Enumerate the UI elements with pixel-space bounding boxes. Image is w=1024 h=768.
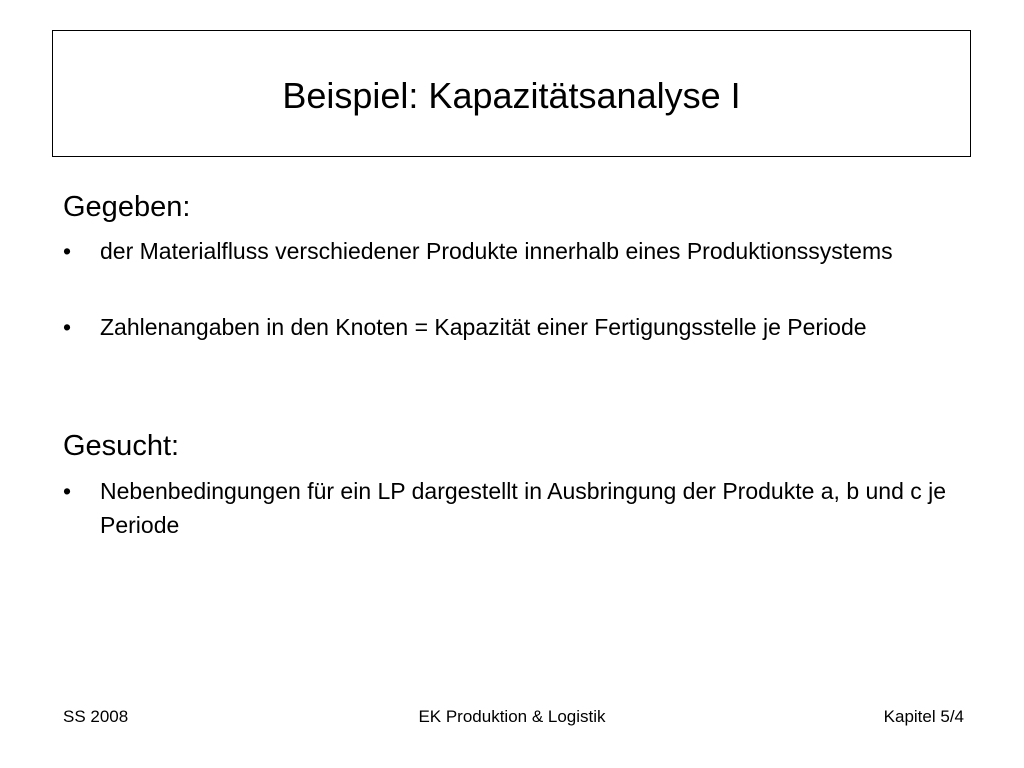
section-heading-gegeben: Gegeben:	[63, 191, 191, 223]
bullet-symbol: •	[63, 238, 72, 264]
bullet-text: Zahlenangaben in den Knoten = Kapazität einer Fertigungsstelle je Periode	[100, 314, 867, 340]
footer-course: EK Produktion & Logistik	[418, 707, 606, 726]
bullet-text: Nebenbedingungen für ein LP dargestellt in Ausbringung der Produkte a, b und c je Periode	[100, 478, 947, 538]
footer-chapter: Kapitel 5/4	[883, 707, 964, 726]
bullet-text: der Materialfluss verschiedener Produkte innerhalb eines Produktionssystems	[100, 238, 893, 264]
title-box	[52, 30, 971, 157]
section-heading-gesucht: Gesucht:	[63, 430, 180, 462]
slide-title: Beispiel: Kapazitätsanalyse I	[282, 74, 741, 116]
bullet-symbol: •	[63, 314, 72, 340]
bullet-item-nebenbedingungen	[63, 474, 963, 542]
bullet-item-materialfluss	[63, 234, 963, 268]
footer-semester: SS 2008	[63, 707, 129, 726]
bullet-symbol: •	[63, 478, 72, 504]
bullet-item-zahlenangaben	[63, 310, 963, 344]
